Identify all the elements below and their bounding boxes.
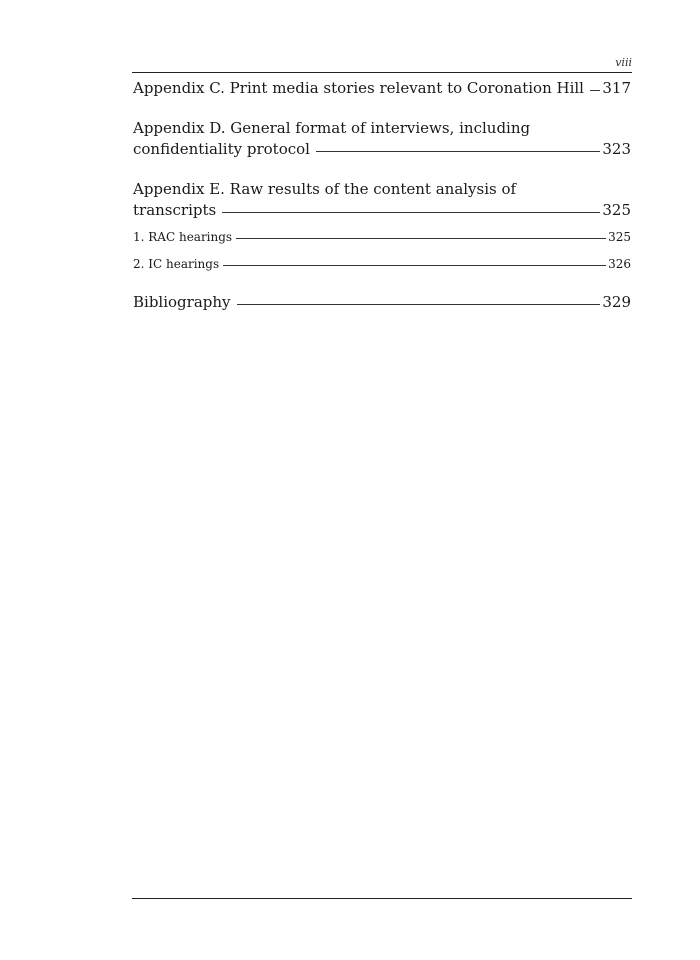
dot-leader (316, 151, 600, 152)
toc-entry-title-line-2: confidentiality protocol (133, 140, 310, 158)
toc-entry-appendix-e[interactable] (133, 179, 631, 221)
toc-page-number: 325 (602, 201, 631, 219)
table-of-contents (133, 78, 631, 332)
toc-entry-title: Appendix C. Print media stories relevant to Coronation Hill (133, 79, 584, 97)
toc-entry-title-line-1: Appendix D. General format of interviews, including (133, 119, 531, 137)
toc-entry-bibliography[interactable] (133, 292, 631, 313)
toc-page-number: 317 (602, 79, 631, 97)
toc-page-number: 326 (608, 257, 631, 271)
header-rule (132, 72, 632, 73)
toc-entry-title-line-2: transcripts (133, 201, 217, 219)
toc-entry-ic-hearings[interactable] (133, 256, 631, 273)
toc-entry-appendix-c[interactable] (133, 78, 631, 99)
dot-leader (223, 265, 606, 266)
toc-entry-title: 1. RAC hearings (133, 230, 233, 244)
toc-entry-title-line-1: Appendix E. Raw results of the content analysis of (133, 180, 517, 198)
toc-page-number: 329 (602, 293, 631, 311)
toc-entry-title: Bibliography (133, 293, 231, 311)
footer-rule (132, 898, 632, 899)
toc-entry-appendix-d[interactable] (133, 118, 631, 160)
dot-leader (237, 304, 601, 305)
dot-leader (590, 90, 600, 91)
dot-leader (236, 238, 606, 239)
page-number: viii (615, 56, 632, 69)
toc-page-number: 323 (602, 140, 631, 158)
dot-leader (222, 212, 600, 213)
toc-entry-title: 2. IC hearings (133, 257, 220, 271)
toc-page-number: 325 (608, 230, 631, 244)
toc-entry-rac-hearings[interactable] (133, 229, 631, 246)
